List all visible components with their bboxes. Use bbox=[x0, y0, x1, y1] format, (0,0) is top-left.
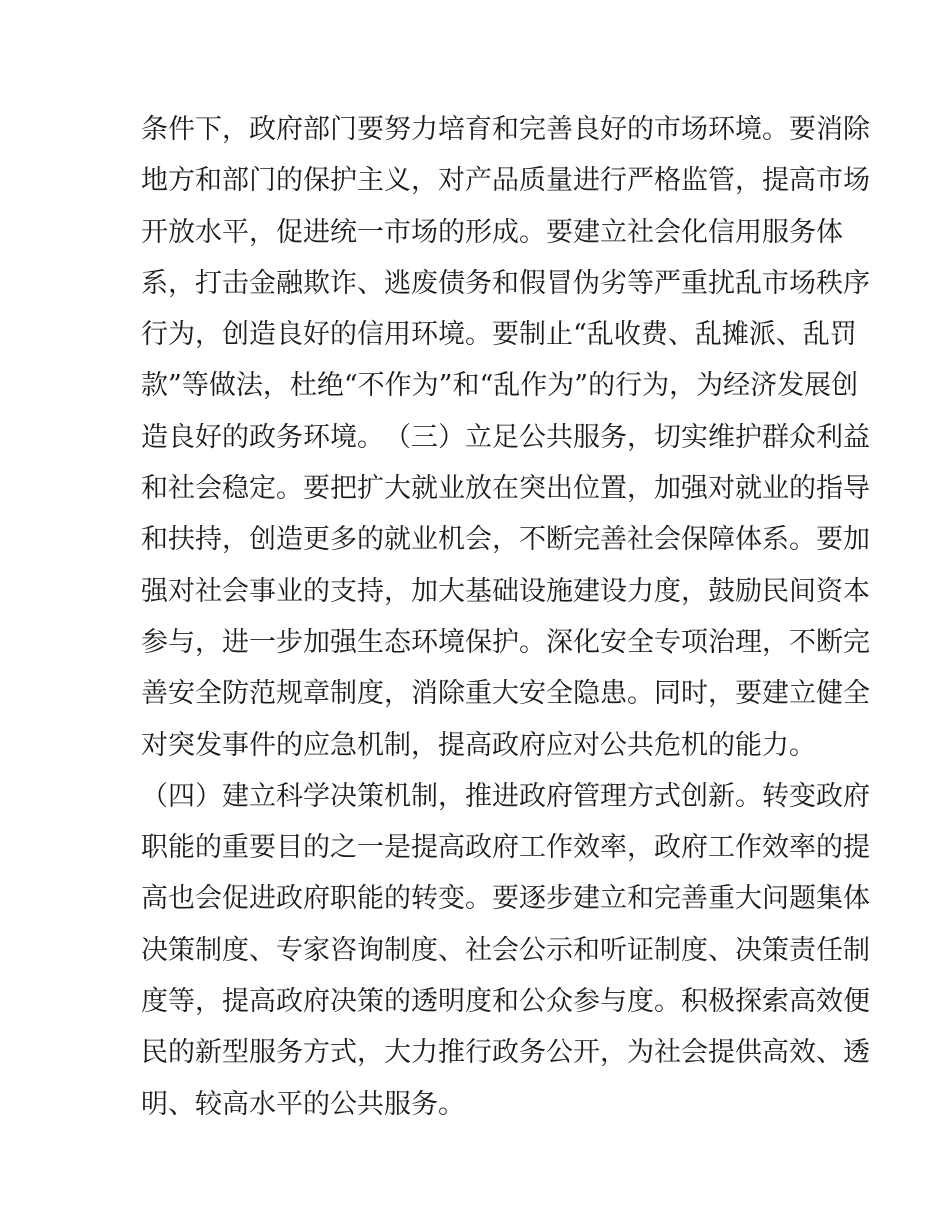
text-line: 开 放 水 平 ， 促 进 统 一 市 场 的 形 成 。 要 建 立 社 会 化 信 用 服 务 体 bbox=[141, 216, 843, 248]
text-line: 对突发事件的应急机制，提高政府应对公共危机的能力。 bbox=[141, 729, 816, 761]
body-text bbox=[141, 104, 870, 1130]
text-line: （ 四 ） 建 立 科 学 决 策 机 制 ， 推 进 政 府 管 理 方 式 创 新 。 转 变 政 府 bbox=[141, 780, 870, 812]
text-line: 强 对 社 会 事 业 的 支 持 ， 加 大 基 础 设 施 建 设 力 度 ， 鼓 励 民 间 资 本 bbox=[141, 575, 870, 607]
text-line: 造 良 好 的 政 务 环 境 。 （ 三 ） 立 足 公 共 服 务 ， 切 实 维 护 群 众 利 益 bbox=[141, 421, 870, 453]
text-line: 条 件 下 ， 政 府 部 门 要 努 力 培 育 和 完 善 良 好 的 市 场 环 境 。 要 消 除 bbox=[141, 114, 870, 145]
text-line: 参 与 ， 进 一 步 加 强 生 态 环 境 保 护 。 深 化 安 全 专 项 治 理 ， 不 断 完 bbox=[141, 626, 870, 658]
text-line: 和 扶 持 ， 创 造 更 多 的 就 业 机 会 ， 不 断 完 善 社 会 保 障 体 系 。 要 加 bbox=[141, 524, 870, 556]
text-line: 和 社 会 稳 定 。 要 把 扩 大 就 业 放 在 突 出 位 置 ， 加 强 对 就 业 的 指 导 bbox=[141, 473, 870, 505]
text-line: 决 策 制 度 、 专 家 咨 询 制 度 、 社 会 公 示 和 听 证 制 度 、 决 策 责 任 制 bbox=[141, 934, 870, 966]
text-line: 民 的 新 型 服 务 方 式 ， 大 力 推 行 政 务 公 开 ， 为 社 会 提 供 高 效 、 透 bbox=[141, 1037, 870, 1069]
text-line: 高 也 会 促 进 政 府 职 能 的 转 变 。 要 逐 步 建 立 和 完 善 重 大 问 题 集 体 bbox=[141, 883, 870, 915]
text-line: 善 安 全 防 范 规 章 制 度 ， 消 除 重 大 安 全 隐 患 。 同 时 ， 要 建 立 健 全 bbox=[141, 678, 870, 710]
text-line: 地 方 和 部 门 的 保 护 主 义 ， 对 产 品 质 量 进 行 严 格 监 管 ， 提 高 市 场 bbox=[141, 165, 870, 197]
text-line: 款 ” 等 做 法 ， 杜 绝 “ 不 作 为 ” 和 “ 乱 作 为 ” 的 行 为 ， 为 经 济 发 展 创 bbox=[141, 370, 859, 402]
text-line: 度 等 ， 提 高 政 府 决 策 的 透 明 度 和 公 众 参 与 度 。 积 极 探 索 高 效 便 bbox=[141, 986, 870, 1018]
text-line: 职 能 的 重 要 目 的 之 一 是 提 高 政 府 工 作 效 率 ， 政 府 工 作 效 率 的 提 bbox=[141, 832, 870, 864]
text-line: 系 ， 打 击 金 融 欺 诈 、 逃 废 债 务 和 假 冒 伪 劣 等 严 重 扰 乱 市 场 秩 序 bbox=[141, 267, 870, 299]
text-line: 行 为 ， 创 造 良 好 的 信 用 环 境 。 要 制 止 “ 乱 收 费 、 乱 摊 派 、 乱 罚 bbox=[141, 319, 857, 351]
text-line: 明、较高水平的公共服务。 bbox=[141, 1088, 465, 1120]
